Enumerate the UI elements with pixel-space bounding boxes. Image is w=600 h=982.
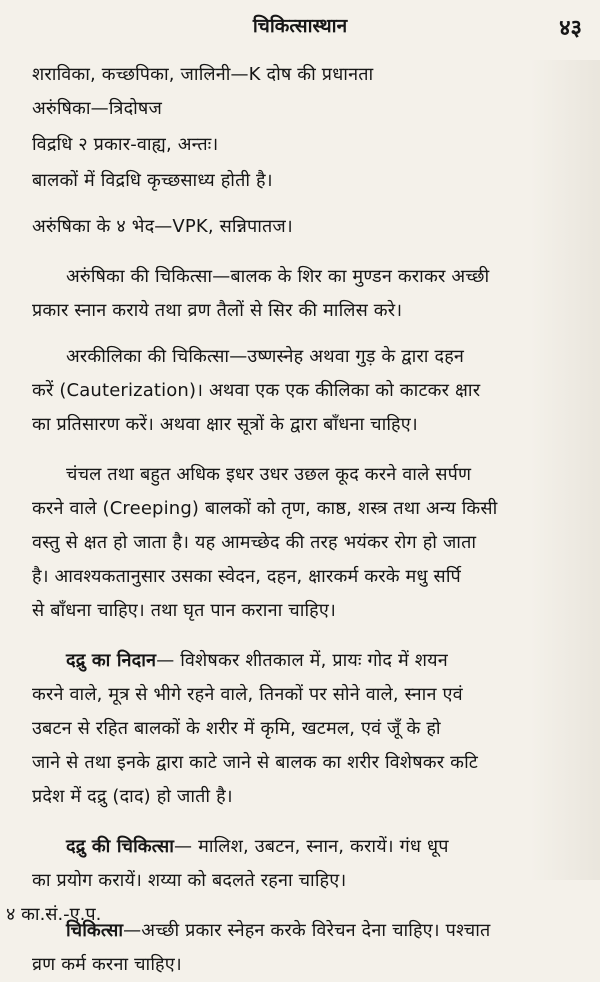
text-line: करें (Cauterization)। अथवा एक एक कीलिका को काटकर क्षार — [32, 380, 481, 401]
text-line: प्रदेश में दद्रु (दाद) हो जाती है। — [32, 786, 233, 807]
text-line: बालकों में विद्रधि कृच्छसाध्य होती है। — [32, 170, 273, 191]
text-run: —अच्छी प्रकार स्नेहन करके विरेचन देना चाहिए। पश्चात — [123, 920, 491, 941]
section-heading: चिकित्सा — [66, 920, 124, 941]
text-line — [32, 644, 572, 678]
section-heading: दद्रु का निदान — [66, 650, 157, 671]
page-number: ४३ — [559, 16, 582, 41]
page-header — [0, 12, 600, 42]
text-run: — विशेषकर शीतकाल में, प्रायः गोद में शयन — [156, 650, 448, 671]
text-line: से बाँधना चाहिए। तथा घृत पान कराना चाहिए। — [32, 600, 336, 621]
text-line: जाने से तथा इनके द्वारा काटे जाने से बालक का शरीर विशेषकर कटि — [32, 752, 478, 773]
text-line: अरुंषिका—त्रिदोषज — [32, 98, 162, 119]
text-line: प्रकार स्नान कराये तथा व्रण तैलों से सिर की मालिस करे। — [32, 300, 403, 321]
text-line — [32, 914, 572, 948]
text-line: विद्रधि २ प्रकार-वाह्य, अन्तः। — [32, 134, 219, 155]
text-line: व्रण कर्म करना चाहिए। — [32, 954, 182, 975]
text-run: — मालिश, उबटन, स्नान, करायें। गंध धूप — [174, 836, 449, 857]
running-title: चिकित्सास्थान — [252, 15, 348, 37]
text-line: का प्रतिसारण करें। अथवा क्षार सूत्रों के द्वारा बाँधना चाहिए। — [32, 414, 418, 435]
text-line: है। आवश्यकतानुसार उसका स्वेदन, दहन, क्षारकर्म करके मधु सर्पि — [32, 566, 461, 587]
text-line: अरकीलिका की चिकित्सा—उष्णस्नेह अथवा गुड़ के द्वारा दहन — [66, 346, 465, 367]
signature-mark: ४ का.सं.-ए.प. — [6, 904, 102, 925]
text-line: चंचल तथा बहुत अधिक इधर उधर उछल कूद करने वाले सर्पण — [66, 464, 472, 485]
text-line: शराविका, कच्छपिका, जालिनी—K दोष की प्रधानता — [32, 64, 374, 85]
page-body — [32, 58, 572, 982]
section-heading: दद्रु की चिकित्सा — [66, 836, 175, 857]
text-line: करने वाले, मूत्र से भीगे रहने वाले, तिनकों पर सोने वाले, स्नान एवं — [32, 684, 463, 705]
text-line — [32, 830, 572, 864]
text-line: करने वाले (Creeping) बालकों को तृण, काष्ठ, शस्त्र तथा अन्य किसी — [32, 498, 498, 519]
text-line: अरुंषिका की चिकित्सा—बालक के शिर का मुण्डन कराकर अच्छी — [66, 266, 490, 287]
text-line: अरुंषिका के ४ भेद—VPK, सन्निपातज। — [32, 216, 293, 237]
text-line: वस्तु से क्षत हो जाता है। यह आमच्छेद की तरह भयंकर रोग हो जाता — [32, 532, 477, 553]
text-line: उबटन से रहित बालकों के शरीर में कृमि, खटमल, एवं जूँ के हो — [32, 718, 441, 739]
text-line: का प्रयोग करायें। शय्या को बदलते रहना चाहिए। — [32, 870, 347, 891]
